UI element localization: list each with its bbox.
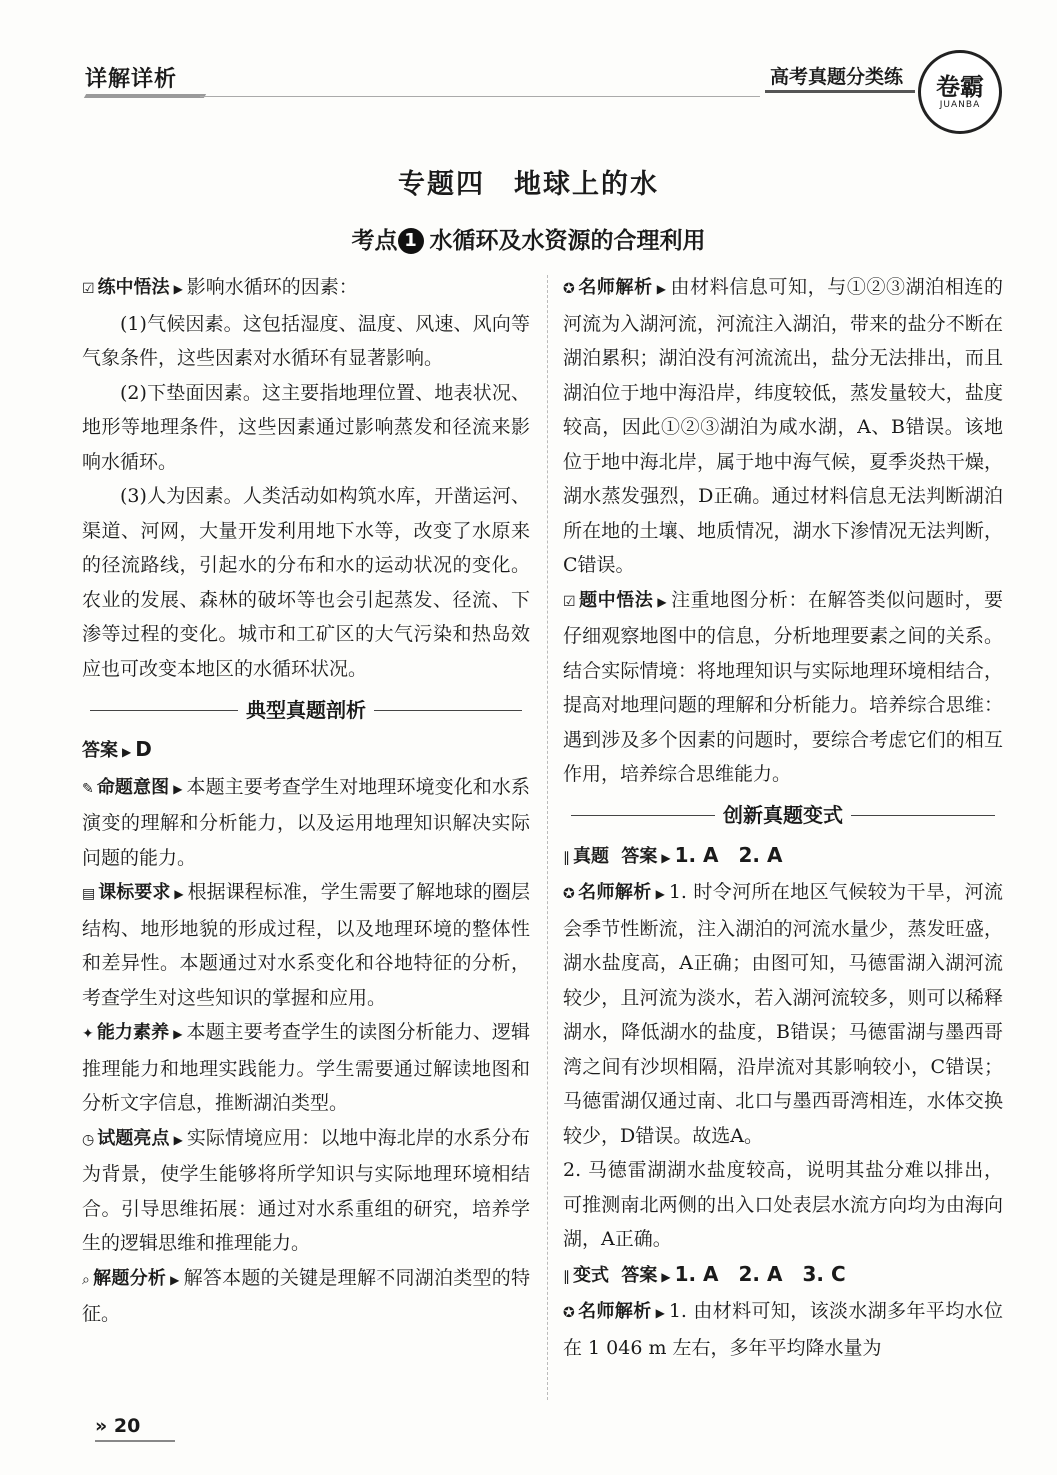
bulb-icon: ✦	[82, 1026, 94, 1042]
section-rule-left	[90, 710, 238, 711]
arrow-icon: ▶	[661, 850, 671, 865]
shiti-tag: ◷ 试题亮点 ▶	[82, 1128, 187, 1149]
subtitle-number-badge: 1	[398, 228, 424, 254]
mingshi3-tag: ✪ 名师解析 ▶	[563, 1301, 669, 1322]
arrow-icon: ▶	[173, 1132, 183, 1147]
zhenti-answers: 1. A 2. A	[674, 842, 783, 867]
note-icon: ☑	[563, 593, 576, 610]
tizhong-block	[563, 583, 1003, 792]
teacher-icon: ✪	[563, 281, 575, 297]
mingshi3-text: 1. 由材料可知，该淡水湖多年平均水位在 1 046 m 左右，多年平均降水量为	[563, 1300, 1004, 1359]
page-number	[95, 1415, 140, 1437]
mingti-tag: ✎ 命题意图 ▶	[82, 777, 186, 798]
mingshi-text: 由材料信息可知，与①②③湖泊相连的河流为入湖河流，河流注入湖泊，带来的盐分不断在湖泊累积；湖泊没有河流流出，盐分无法排出，而且湖泊位于地中海沿岸，纬度较低，蒸发量较大，盐度较高，因此①②③湖泊为咸水湖，A、B错误。该地位于地中海北岸，属于地中海气候，夏季炎热干燥，湖水蒸发强烈，D正确。通过材料信息无法判断湖泊所在地的土壤、地质情况，湖水下渗情况无法判断，C错误。	[563, 276, 1003, 576]
lianzhong-block	[82, 270, 530, 307]
header-right-rule	[765, 90, 915, 93]
bianshi-answers: 1. A 2. A 3. C	[674, 1261, 846, 1286]
page-title: 专题四 地球上的水	[398, 169, 659, 200]
pencil-icon: ✎	[82, 780, 94, 797]
book-icon: ▤	[82, 886, 96, 902]
shiti-block	[82, 1121, 530, 1261]
double-chevron-icon: »	[95, 1415, 108, 1437]
mingti-text: 本题主要考查学生对地理环境变化和水系演变的理解和分析能力，以及运用地理知识解决实际问题的能力。	[82, 775, 531, 869]
header-left-title: 详解详析	[85, 66, 178, 92]
mingshi2-text2: 2. 马德雷湖湖水盐度较高，说明其盐分难以排出，可推测南北两侧的出入口处表层水流方向均为由海向湖，A正确。	[563, 1159, 1003, 1250]
arrow-icon: ▶	[656, 282, 666, 296]
arrow-icon: ▶	[170, 1272, 180, 1287]
mingshi3-block	[563, 1294, 1003, 1365]
factor-2: (2)下垫面因素。这主要指地理位置、地表状况、地形等地理条件，这些因素通过影响蒸发和径流来影响水循环。	[82, 381, 530, 473]
left-column	[82, 270, 530, 1332]
nengli-text: 本题主要考查学生的读图分析能力、逻辑推理能力和地理实践能力。学生需要通过解读地图和分析文字信息，推断湖泊类型。	[82, 1021, 531, 1114]
slash-icon: ∥	[563, 849, 570, 866]
lianzhong-intro: 影响水循环的因素：	[186, 276, 358, 298]
jieti-block	[82, 1261, 530, 1332]
shiti-text: 实际情境应用：以地中海北岸的水系分布为背景，使学生能够将所学知识与实际地理环境相结合。引导思维拓展：通过对水系重组的研究，培养学生的逻辑思维和推理能力。	[82, 1126, 530, 1254]
section-header-typical	[82, 688, 530, 732]
arrow-icon: ▶	[174, 887, 184, 901]
arrow-icon: ▶	[173, 282, 183, 296]
subtitle-text: 水循环及水资源的合理利用	[429, 228, 706, 254]
section-rule-left	[571, 815, 715, 816]
arrow-icon: ▶	[173, 1027, 183, 1041]
mingshi-tag: ✪ 名师解析 ▶	[563, 277, 670, 298]
factor-1: (1)气候因素。这包括湿度、温度、风速、风向等气象条件，这些因素对水循环有显著影响。	[82, 312, 530, 369]
kebiao-block	[82, 875, 530, 1015]
zhenti-answer-line	[563, 838, 1003, 876]
teacher-icon: ✪	[563, 886, 575, 902]
kebiao-tag: ▤ 课标要求 ▶	[82, 882, 188, 903]
jieti-tag: ⌕ 解题分析 ▶	[82, 1268, 183, 1289]
header-right-title: 高考真题分类练	[770, 66, 904, 88]
mingti-block	[82, 770, 530, 876]
mingshi2-block	[563, 875, 1003, 1153]
section-title-innovation: 创新真题变式	[723, 803, 843, 828]
jieti-text: 解答本题的关键是理解不同湖泊类型的特征。	[82, 1266, 530, 1325]
zhenti-tag: ∥ 真题	[563, 846, 609, 867]
arrow-icon: ▶	[173, 781, 183, 796]
nengli-tag: ✦ 能力素养 ▶	[82, 1022, 186, 1043]
page-number-rule	[95, 1440, 175, 1442]
magnifier-icon: ⌕	[82, 1271, 90, 1288]
logo-main-text: 卷霸	[936, 73, 984, 101]
note-icon: ☑	[82, 281, 95, 297]
section-title-typical: 典型真题剖析	[246, 697, 366, 722]
page-number-value: 20	[113, 1415, 141, 1437]
header-underline	[84, 94, 206, 98]
section-header-innovation	[563, 794, 1003, 838]
answer-line	[82, 732, 530, 770]
section-rule-right	[374, 710, 522, 711]
section-rule-right	[851, 815, 995, 816]
arrow-icon: ▶	[655, 887, 665, 901]
nengli-block	[82, 1015, 530, 1121]
answer-tag: 答案 ▶	[82, 740, 135, 761]
arrow-icon: ▶	[661, 1269, 671, 1284]
brand-logo	[918, 50, 1002, 134]
bianshi-answer-tag: 答案 ▶	[615, 1265, 675, 1286]
mingshi2-text: 1. 时令河所在地区气候较为干旱，河流会季节性断流，注入湖泊的河流水量少，蒸发旺盛，湖水盐度高，A正确；由图可知，马德雷湖入湖河流较少，且河流为淡水，若入湖河流较多，则可以稀释湖水，降低湖水的盐度，B错误；马德雷湖与墨西哥湾之间有沙坝相隔，沿岸流对其影响较小，C错误；马德雷湖仅通过南、北口与墨西哥湾相连，水体交换较少，D错误。故选A。	[563, 881, 1004, 1147]
logo-sub-text: JUANBA	[939, 100, 981, 110]
factor-3: (3)人为因素。人类活动如构筑水库，开凿运河、渠道、河网，大量开发利用地下水等，改变了水原来的径流路线，引起水的分布和水的运动状况的变化。农业的发展、森林的破坏等也会引起蒸发、径流、下渗等过程的变化。城市和工矿区的大气污染和热岛效应也可改变本地区的水循环状况。	[82, 485, 530, 680]
bianshi-answer-line	[563, 1257, 1003, 1295]
tizhong-text: 注重地图分析：在解答类似问题时，要仔细观察地图中的信息，分析地理要素之间的关系。结合实际情境：将地理知识与实际地理环境相结合，提高对地理问题的理解和分析能力。培养综合思维：遇到涉及多个因素的问题时，要综合考虑它们的相互作用，培养综合思维能力。	[563, 588, 1003, 785]
zhenti-answer-tag: 答案 ▶	[615, 846, 675, 867]
header-rule	[200, 96, 760, 97]
section-subtitle	[0, 222, 1057, 255]
subtitle-prefix: 考点	[351, 228, 398, 254]
bianshi-tag: ∥ 变式	[563, 1265, 609, 1286]
kebiao-text: 根据课程标准，学生需要了解地球的圈层结构、地形地貌的形成过程，以及地理环境的整体性和差异性。本题通过对水系变化和谷地特征的分析，考查学生对这些知识的掌握和应用。	[82, 881, 530, 1009]
arrow-icon: ▶	[655, 1306, 665, 1320]
right-column	[563, 270, 1003, 1365]
arrow-icon: ▶	[657, 594, 667, 609]
mingshi2-tag: ✪ 名师解析 ▶	[563, 882, 669, 903]
answer-value: D	[135, 737, 152, 761]
clock-icon: ◷	[82, 1131, 95, 1148]
tizhong-tag: ☑ 题中悟法 ▶	[563, 590, 671, 611]
arrow-icon: ▶	[122, 745, 132, 759]
lianzhong-tag: ☑ 练中悟法 ▶	[82, 277, 187, 298]
teacher-icon: ✪	[563, 1305, 575, 1321]
slash-icon: ∥	[563, 1268, 570, 1285]
mingshi-block	[563, 270, 1003, 583]
column-divider	[547, 275, 548, 1400]
